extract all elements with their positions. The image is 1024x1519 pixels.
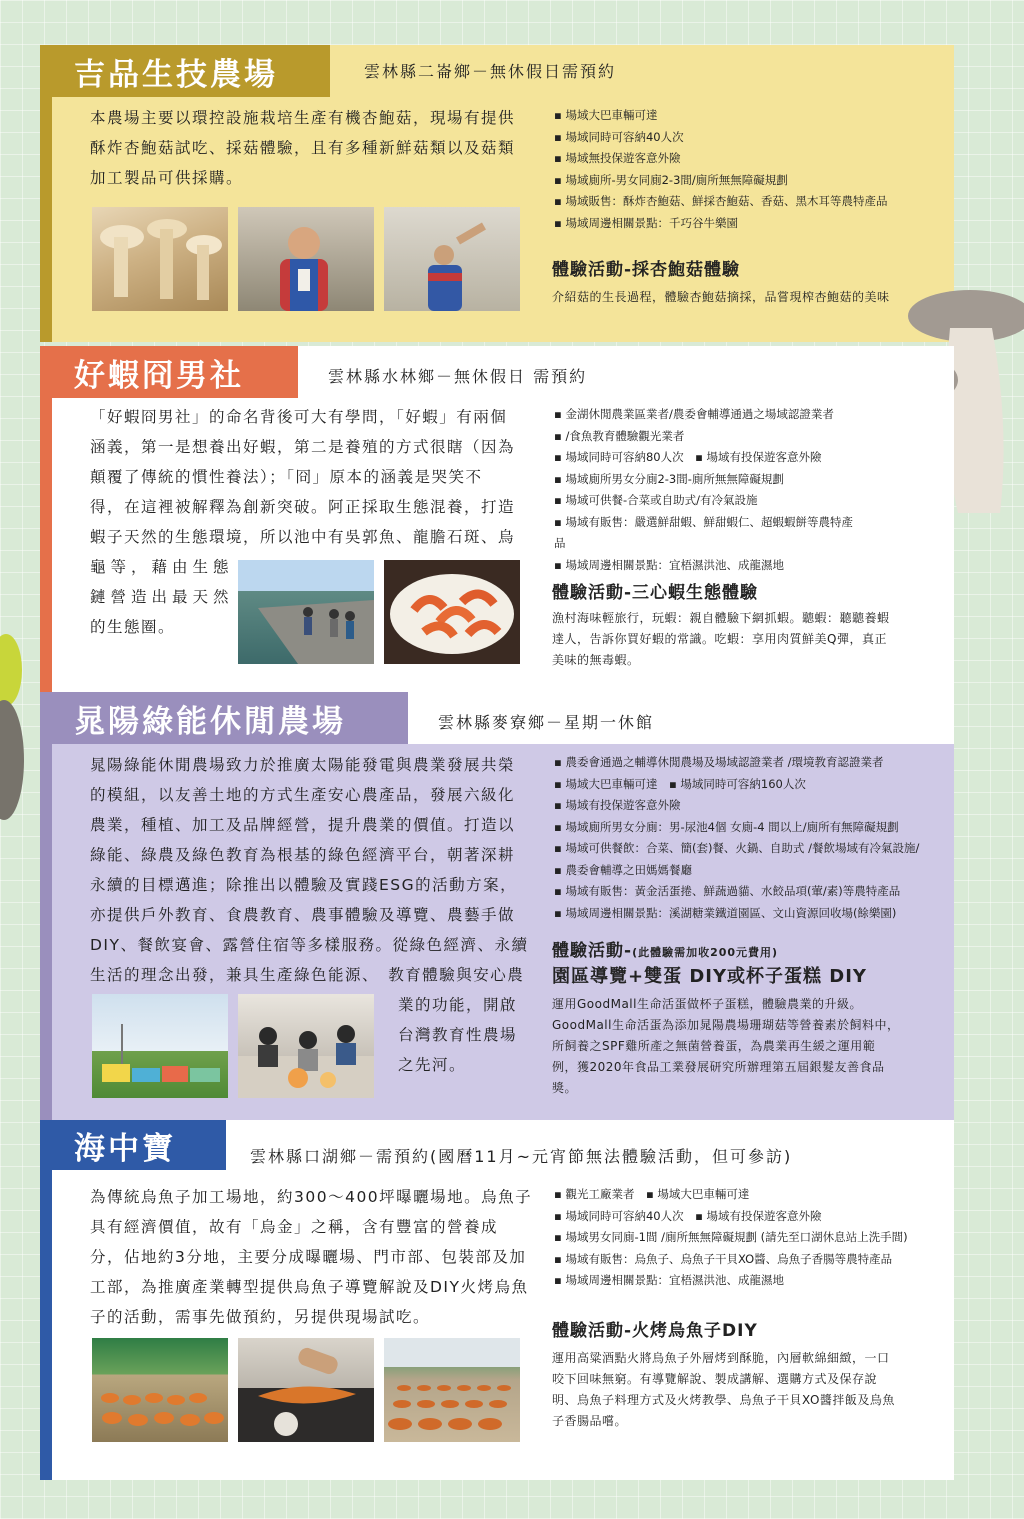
activity-title [552,936,778,961]
activity-description [552,994,942,1099]
desc-line: DIY、餐飲宴會、露營住宿等多樣服務。從綠色經濟、永續 [90,936,529,954]
activity-title: 體驗活動-火烤烏魚子DIY [552,1321,758,1341]
activity-description [552,1348,932,1432]
desc-line: 工部，為推廣產業轉型提供烏魚子導覽解說及DIY火烤烏魚 [90,1278,529,1296]
grilling-roe-photo [238,1338,374,1442]
farm-description [90,103,540,193]
activity-fee-note: (此體驗需加收200元費用) [632,946,779,959]
section-title [40,1120,226,1170]
desc-line: 綠能、綠農及綠色教育為根基的綠色經濟平台，朝著深耕 [90,846,516,864]
activity-subtitle: 園區導覽+雙蛋 DIY或杯子蛋糕 DIY [552,966,867,987]
desc-line: 生活的理念出發，兼具生產綠色能源、 教育體驗與安心農 [90,966,525,984]
desc-line: 具有經濟價值，故有「烏金」之稱，含有豐富的營養成 [90,1218,499,1236]
activity-line: 子香腸品嚐。 [552,1414,628,1428]
feature-item: ▪ 場域有販售：黃金活蛋捲、鮮蔬過貓、水餃品項(葷/素)等農特產品 [554,881,954,903]
feature-item: ▪ 場域同時可容納40人次 [554,127,954,149]
feature-item: ▪ 場域周邊相關景點：宜梧濕洪池、成龍濕地 [554,1270,954,1292]
feature-item: ▪ 場域有販售：烏魚子、烏魚子干貝XO醬、烏魚子香腸等農特產品 [554,1249,954,1271]
activity-description [552,608,932,671]
farm-section-jipin [40,45,954,342]
activity-line: 漁村海味輕旅行，玩蝦：親自體驗下網抓蝦。聽蝦：聽聽養蝦 [552,611,890,625]
desc-line: 的生態圈。 [90,618,176,636]
feature-list [554,1184,954,1292]
desc-line: 子的活動，需事先做預約，另提供現場試吃。 [90,1308,431,1326]
activity-title: 體驗活動-採杏鮑菇體驗 [552,260,741,280]
desc-line: 鏈營造出最天然 [90,588,234,606]
farm-location: 雲林縣水林鄉－無休假日 需預約 [328,367,588,386]
activity-line: 運用GoodMall生命活蛋做杯子蛋糕，體驗農業的升級。 [552,997,862,1011]
feature-list [554,105,954,234]
desc-line: 之先河。 [398,1056,467,1074]
feature-item: ▪ 場域販售：酥炸杏鮑菇、鮮採杏鮑菇、香菇、黑木耳等農特產品 [554,191,954,213]
activity-line: 獎。 [552,1081,578,1095]
feature-item: ▪ 場域周邊相關景點：宜梧濕洪池、成龍濕地 [554,555,854,577]
desc-line: 永續的目標邁進；除推出以體驗及實踐ESG的活動方案， [90,876,518,894]
farm-name: 吉品生技農場 [74,56,278,93]
activity-line: 美味的無毒蝦。 [552,653,640,667]
desc-line: 酥炸杏鮑菇試吃、採菇體驗，且有多種新鮮菇類以及菇類 [90,139,516,157]
shrimp-pond-photo [238,560,374,664]
diy-class-photo [238,994,374,1098]
feature-item: ▪ 金湖休閒農業區業者/農委會輔導通過之場域認證業者 [554,404,854,426]
farm-location: 雲林縣麥寮鄉－星期一休館 [438,713,655,732]
feature-item: ▪ 場域可供餐-合菜或自助式/有冷氣設施 [554,490,854,512]
feature-item: ▪ 場域有販售：嚴選鮮甜蝦、鮮甜蝦仁、超蝦蝦餅等農特產品 [554,512,854,555]
farm-name: 晁陽綠能休閒農場 [74,703,346,740]
feature-item: ▪ 場域周邊相關景點：溪湖糖業鐵道園區、文山資源回收場(餘樂園) [554,903,954,925]
farm-section-mullet-roe [40,1120,954,1480]
feature-item: ▪ 場域大巴車輛可達 ▪ 場域同時可容納160人次 [554,774,954,796]
section-title [40,346,298,398]
feature-item: ▪ 場域男女同廁-1間 /廁所無無障礙規劃 (請先至口湖休息站上洗手間) [554,1227,954,1249]
desc-line: 蝦子天然的生態環境，所以池中有吳郭魚、龍膽石斑、烏 [90,528,516,546]
solar-farm-photo [92,994,228,1098]
feature-item: ▪ 場域有投保遊客意外險 [554,795,954,817]
desc-line: 為傳統烏魚子加工場地，約300～400坪曝曬場地。烏魚子 [90,1188,533,1206]
desc-line: 的模組，以友善土地的方式生產安心農產品，發展六級化 [90,786,516,804]
activity-title: 體驗活動-三心蝦生態體驗 [552,583,759,603]
desc-line: 業的功能，開啟 [398,996,518,1014]
farmer-portrait-photo [238,207,374,311]
feature-item: ▪ 場域廁所男女分廁：男-尿池4個 女廁-4 間以上/廁所有無障礙規劃 [554,817,954,839]
desc-line: 得，在這裡被解釋為創新突破。阿正採取生態混養，打造 [90,498,516,516]
activity-description: 介紹菇的生長過程，體驗杏鮑菇摘採，品嘗現榨杏鮑菇的美味 [552,290,890,304]
feature-item: ▪ 農委會輔導之田媽媽餐廳 [554,860,954,882]
farm-section-greenenergy [40,692,954,1120]
desc-line: 加工製品可供採購。 [90,169,244,187]
activity-line: 例，獲2020年食品工業發展研究所辦理第五屆銀髮友善食品 [552,1060,885,1074]
desc-line: 龜等，藉由生態 [90,558,234,576]
activity-title-prefix: 體驗活動- [552,941,633,961]
desc-line: 台灣教育性農場 [398,1026,518,1044]
feature-item: ▪ 場域同時可容納80人次 ▪ 場域有投保遊客意外險 [554,447,854,469]
farm-name: 海中寶 [74,1130,176,1167]
farm-description [90,1182,540,1332]
section-title [40,45,330,97]
feature-item: ▪ 場域無投保遊客意外險 [554,148,954,170]
desc-line: 涵義，第一是想養出好蝦，第二是養殖的方式很瞎（因為 [90,438,516,456]
feature-item: ▪ 場域可供餐飲：合菜、簡(套)餐、火鍋、自助式 /餐飲場域有冷氣設施/ [554,838,954,860]
feature-item: ▪ 觀光工廠業者 ▪ 場域大巴車輛可達 [554,1184,954,1206]
feature-item: ▪ 場域周邊相關景點：千巧谷牛樂園 [554,213,954,235]
activity-line: 運用高粱酒點火將烏魚子外層烤到酥脆，內層軟綿細緻，一口 [552,1351,890,1365]
feature-list [554,752,954,924]
desc-line: 顛覆了傳統的慣性養法）；「冏」原本的涵義是哭笑不 [90,468,483,486]
activity-line: 明、烏魚子料理方式及火烤教學、烏魚子干貝XO醬拌飯及烏魚 [552,1393,895,1407]
roe-drying-rows-photo [384,1338,520,1442]
feature-item: ▪ 場域大巴車輛可達 [554,105,954,127]
desc-line: 亦提供戶外教育、食農教育、農事體驗及導覽、農藝手做 [90,906,516,924]
farm-location: 雲林縣口湖鄉－需預約(國曆11月~元宵節無法體驗活動，但可參訪) [250,1147,793,1166]
feature-item: ▪ /食魚教育體驗觀光業者 [554,426,854,448]
cooked-shrimp-photo [384,560,520,664]
farm-name: 好蝦冏男社 [74,357,244,394]
desc-line: 「好蝦冏男社」的命名背後可大有學問，「好蝦」有兩個 [90,408,508,426]
mushroom-picking-photo [384,207,520,311]
activity-line: 咬下回味無窮。有導覽解說、製成講解、選購方式及保存說 [552,1372,878,1386]
farm-location: 雲林縣二崙鄉－無休假日需預約 [364,62,617,81]
farm-section-shrimp [40,346,954,692]
desc-line: 分，佔地約3分地，主要分成曝曬場、門市部、包裝部及加 [90,1248,527,1266]
drying-yard-photo [92,1338,228,1442]
mushroom-photo [92,207,228,311]
feature-item: ▪ 場域同時可容納40人次 ▪ 場域有投保遊客意外險 [554,1206,954,1228]
decorative-plant-shape [0,630,28,820]
feature-item: ▪ 農委會通過之輔導休閒農場及場域認證業者 /環境教育認證業者 [554,752,954,774]
feature-item: ▪ 場域廁所-男女同廁2-3間/廁所無無障礙規劃 [554,170,954,192]
desc-line: 農業，種植、加工及品牌經營，提升農業的價值。打造以 [90,816,516,834]
activity-line: 達人，告訴你買好蝦的常識。吃蝦：享用肉質鮮美Q彈，真正 [552,632,887,646]
desc-line: 本農場主要以環控設施栽培生產有機杏鮑菇，現場有提供 [90,109,516,127]
activity-line: 所飼養之SPF雞所產之無菌營養蛋，為農業再生緩之運用範 [552,1039,876,1053]
desc-line: 晁陽綠能休閒農場致力於推廣太陽能發電與農業發展共榮 [90,756,516,774]
section-title [40,692,408,744]
feature-item: ▪ 場域廁所男女分廁2-3間-廁所無無障礙規劃 [554,469,854,491]
activity-line: GoodMall生命活蛋為添加晁陽農場珊瑚菇等營養素於飼料中， [552,1018,900,1032]
feature-list [554,404,854,576]
